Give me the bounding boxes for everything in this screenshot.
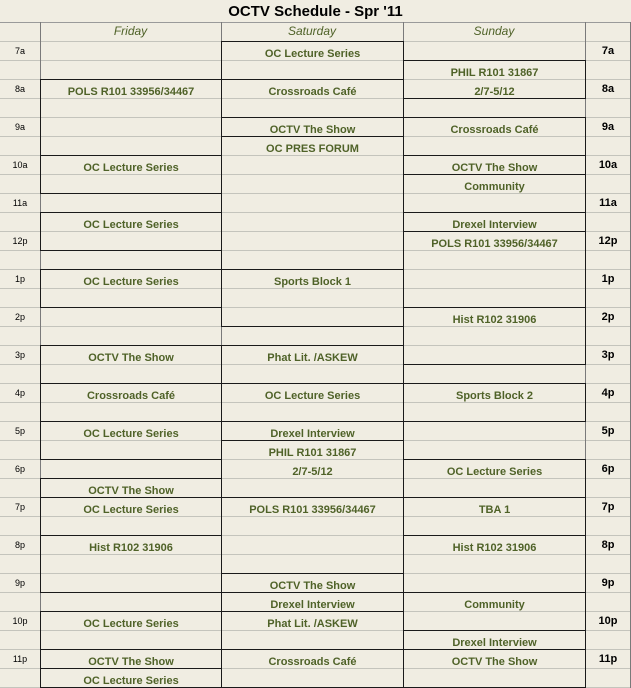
- program-slot-friday: [40, 383, 222, 422]
- time-label-right: 10p: [598, 614, 618, 627]
- program-slot-sunday: [403, 212, 586, 232]
- time-label-left: 7a: [14, 45, 25, 56]
- time-label-right: 8p: [601, 538, 615, 551]
- program-slot-friday: [40, 668, 222, 688]
- schedule-title: OCTV Schedule - Spr '11: [0, 0, 631, 23]
- time-label-right: 9a: [601, 120, 615, 133]
- time-label-left: 2p: [14, 311, 25, 322]
- time-label-left: 1p: [14, 273, 25, 284]
- program-title: OCTV The Show: [451, 162, 538, 174]
- program-title: Hist R102 31906: [89, 542, 173, 554]
- program-slot-sunday: [403, 117, 586, 156]
- day-header-saturday: Saturday: [287, 24, 337, 38]
- program-title: POLS R101 33956/34467: [431, 238, 558, 250]
- time-label-left: 6p: [14, 463, 25, 474]
- program-title: OCTV The Show: [451, 656, 538, 668]
- program-slot-saturday: [221, 79, 404, 118]
- program-slot-friday: [40, 269, 222, 308]
- time-label-left: 3p: [14, 349, 25, 360]
- time-label-right: 4p: [601, 386, 615, 399]
- program-slot-saturday: [221, 269, 404, 327]
- program-slot-sunday: [403, 231, 586, 308]
- program-title: PHIL R101 31867: [450, 67, 539, 79]
- program-slot-saturday: [221, 41, 404, 80]
- time-label-left: 10p: [12, 615, 28, 626]
- program-slot-sunday: [403, 383, 586, 422]
- program-title: Sports Block 2: [455, 390, 534, 402]
- program-title: Community: [464, 599, 525, 611]
- day-header-friday: Friday: [113, 24, 148, 38]
- time-label-right: 11a: [599, 196, 617, 209]
- time-label-left: 10a: [12, 159, 28, 170]
- program-title: Drexel Interview: [270, 599, 355, 611]
- program-slot-sunday: [403, 60, 586, 99]
- program-title: OCTV The Show: [269, 580, 356, 592]
- time-label-left: 11p: [12, 653, 28, 664]
- program-slot-sunday: [403, 630, 586, 650]
- program-title: OCTV The Show: [88, 485, 174, 497]
- program-title: OC Lecture Series: [83, 219, 179, 231]
- program-title: OCTV The Show: [88, 352, 174, 364]
- time-label-left: 11a: [12, 197, 28, 208]
- program-title: OC Lecture Series: [83, 162, 179, 174]
- program-title: OC Lecture Series: [83, 504, 179, 516]
- time-label-right: 10a: [598, 158, 618, 171]
- program-slot-sunday: [403, 535, 586, 593]
- program-slot-friday: [40, 478, 222, 498]
- program-title: Crossroads Café: [268, 86, 357, 98]
- program-title: OC PRES FORUM: [266, 143, 359, 155]
- time-label-left: 5p: [14, 425, 25, 436]
- program-slot-saturday: [221, 497, 404, 574]
- time-label-left: 9p: [14, 577, 25, 588]
- program-title: OC Lecture Series: [83, 675, 179, 687]
- program-slot-sunday: [403, 459, 586, 498]
- time-label-left: 8p: [14, 539, 25, 550]
- program-slot-sunday: [403, 307, 586, 365]
- program-slot-friday: [40, 535, 222, 593]
- program-slot-friday: [40, 497, 222, 536]
- program-slot-friday: [40, 79, 222, 156]
- program-slot-sunday: [403, 174, 586, 213]
- program-title: Sports Block 1: [273, 276, 352, 288]
- program-title: OC Lecture Series: [83, 618, 179, 630]
- program-slot-friday: [40, 155, 222, 194]
- program-slot-friday: [40, 649, 222, 669]
- program-title: OCTV The Show: [269, 124, 356, 136]
- program-title: OCTV The Show: [88, 656, 174, 668]
- program-slot-saturday: [221, 649, 404, 688]
- program-title: PHIL R101 31867: [268, 447, 357, 459]
- program-title: Crossroads Café: [450, 124, 539, 136]
- program-slot-saturday: [221, 573, 404, 593]
- time-label-right: 7p: [601, 500, 615, 513]
- time-label-right: 3p: [601, 348, 615, 361]
- program-title: POLS R101 33956/34467: [67, 86, 195, 98]
- time-label-left: 4p: [14, 387, 25, 398]
- day-header-sunday: Sunday: [473, 24, 515, 38]
- program-title: 2/7-5/12: [474, 86, 515, 98]
- program-slot-friday: [40, 345, 222, 384]
- time-label-right: 5p: [601, 424, 615, 437]
- program-title: Phat Lit. /ASKEW: [267, 618, 358, 630]
- program-slot-saturday: [221, 117, 404, 137]
- time-label-right: 7a: [601, 44, 615, 57]
- program-title: TBA 1: [478, 504, 511, 516]
- time-label-right: 6p: [601, 462, 615, 475]
- program-title: Drexel Interview: [270, 428, 355, 440]
- program-title: Phat Lit. /ASKEW: [267, 352, 358, 364]
- program-title: POLS R101 33956/34467: [249, 504, 376, 516]
- program-slot-saturday: [221, 383, 404, 422]
- program-title: OC Lecture Series: [83, 276, 179, 288]
- time-label-right: 1p: [601, 272, 615, 285]
- program-title: OC Lecture Series: [83, 428, 179, 440]
- program-title: Community: [464, 181, 525, 193]
- time-label-left: 9a: [14, 121, 25, 132]
- program-slot-saturday: [221, 345, 404, 384]
- program-slot-saturday: [221, 136, 404, 270]
- program-slot-saturday: [221, 421, 404, 441]
- program-slot-saturday: [221, 611, 404, 650]
- time-label-right: 11p: [598, 652, 618, 665]
- program-title: OC Lecture Series: [264, 390, 361, 402]
- program-title: OC Lecture Series: [446, 466, 543, 478]
- program-title: OC Lecture Series: [264, 48, 361, 60]
- program-slot-friday: [40, 421, 222, 460]
- program-slot-saturday: [221, 592, 404, 612]
- program-title: Drexel Interview: [452, 637, 537, 649]
- time-label-right: 9p: [601, 576, 615, 589]
- program-title: Crossroads Café: [86, 390, 176, 402]
- program-slot-friday: [40, 212, 222, 251]
- program-slot-sunday: [403, 592, 586, 631]
- program-slot-sunday: [403, 649, 586, 688]
- time-label-left: 8a: [14, 83, 25, 94]
- program-slot-sunday: [403, 155, 586, 175]
- program-title: Crossroads Café: [268, 656, 357, 668]
- time-label-right: 12p: [598, 234, 618, 247]
- program-slot-saturday: [221, 440, 404, 498]
- time-label-left: 12p: [12, 235, 28, 246]
- program-title: Drexel Interview: [452, 219, 537, 231]
- program-title: Hist R102 31906: [452, 542, 537, 554]
- program-slot-sunday: [403, 497, 586, 536]
- program-title: 2/7-5/12: [292, 466, 333, 478]
- time-label-left: 7p: [14, 501, 25, 512]
- program-title: Hist R102 31906: [452, 314, 537, 326]
- program-slot-friday: [40, 611, 222, 650]
- time-label-right: 8a: [601, 82, 615, 95]
- time-label-right: 2p: [601, 310, 615, 323]
